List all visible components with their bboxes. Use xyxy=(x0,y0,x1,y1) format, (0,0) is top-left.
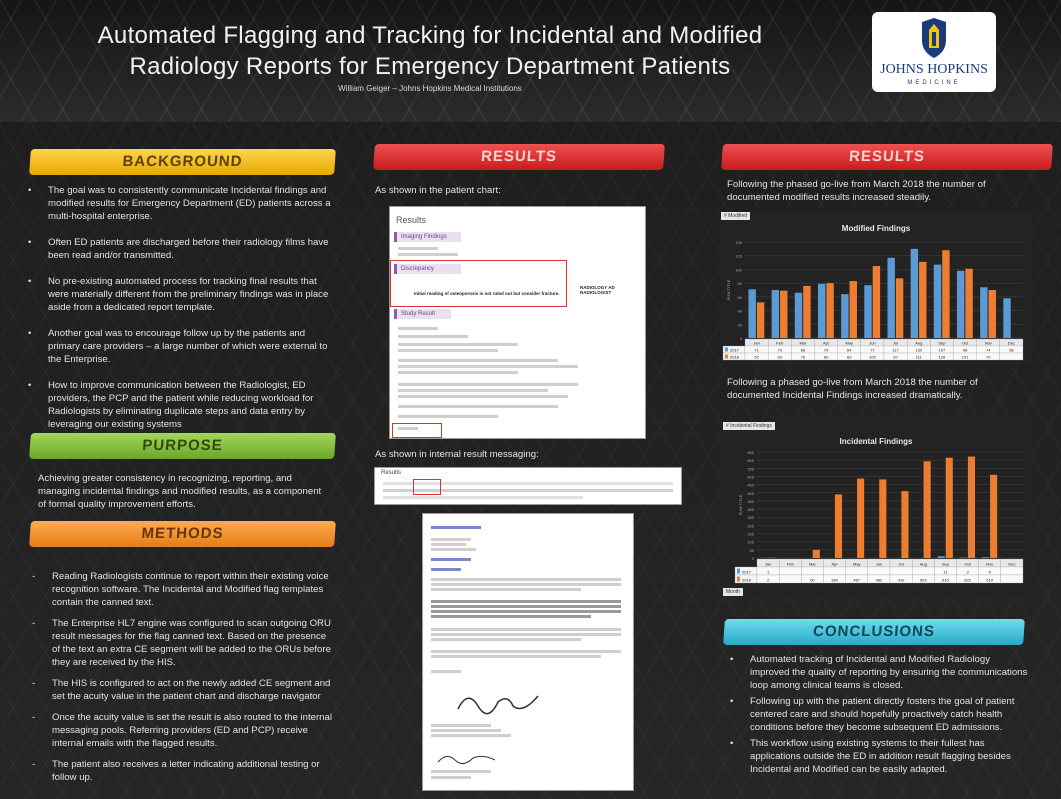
data-label: 79 xyxy=(823,347,829,353)
y-tick-label: 350 xyxy=(747,498,754,504)
bar-2018-Mar xyxy=(803,286,810,338)
purpose-text: Achieving greater consistency in recognizing, reporting, and managing incidental findings and modified results, as a component of formal quality improvement efforts. xyxy=(38,473,322,510)
study-result-section: Study Result xyxy=(394,309,451,319)
x-tick-label: Dec xyxy=(1007,340,1015,346)
y-axis-label: SUM TITLE xyxy=(726,279,731,301)
patient-letter xyxy=(422,513,634,791)
bar-2018-Jul xyxy=(896,278,903,338)
data-label: 128 xyxy=(938,354,946,360)
legend-label: 2018 xyxy=(742,577,751,583)
logo-subtitle: MEDICINE xyxy=(907,80,961,86)
imaging-findings-section: Imaging Findings xyxy=(394,232,461,242)
x-tick-label: Jul xyxy=(898,561,904,567)
x-tick-label: Feb xyxy=(776,340,784,346)
patient-chart-screenshot xyxy=(389,206,646,439)
legend-swatch xyxy=(725,348,728,352)
data-label: 70 xyxy=(986,354,991,360)
data-label: 11 xyxy=(943,569,948,575)
bar-2018-Apr xyxy=(826,283,833,338)
x-tick-label: Sep xyxy=(938,340,946,346)
shield-icon xyxy=(920,18,948,58)
x-tick-label: Aug xyxy=(915,340,923,346)
list-item: • How to improve communication between the Radiologist, ED providers, the PCP and the patient while reducing workload for Radiologists by eliminating duplicate steps and data entry by leveraging our existing systems xyxy=(28,379,338,431)
bar-2018-Nov xyxy=(990,475,997,558)
list-item: - The HIS is configured to act on the newly added CE segment and set the acuity value in the patient chart and discharge navigator xyxy=(32,677,332,703)
bar-2018-Mar xyxy=(813,550,820,558)
y-tick-label: 600 xyxy=(747,458,754,464)
logo-name: JOHNS HOPKINS xyxy=(880,62,988,77)
data-label: 74 xyxy=(986,347,991,353)
legend-swatch xyxy=(737,577,740,582)
x-tick-label: Aug xyxy=(919,561,927,567)
x-tick-label: Feb xyxy=(786,561,794,567)
conclusions-list xyxy=(730,653,1030,779)
results-banner-1: RESULTS xyxy=(373,144,665,170)
incidental-chart-title: Incidental Findings xyxy=(839,437,913,446)
x-tick-label: Jan xyxy=(753,340,760,346)
data-label: 71 xyxy=(754,347,759,353)
x-tick-label: Jun xyxy=(875,561,883,567)
list-item: - The Enterprise HL7 engine was configured to scan outgoing ORU result messages for the flag canned text. Based on the presence of the text an extra CE segment will be added to the ORUs before they are received by the HIS. xyxy=(32,617,332,669)
table-cell xyxy=(801,567,823,575)
list-item: • This workflow using existing systems to their fullest has applications outside the ED in addition result flagging besides Incidental and Modified can be easily adapted. xyxy=(730,737,1030,776)
bar-2018-May xyxy=(857,479,864,558)
x-tick-label: Mar xyxy=(799,340,807,346)
caption-modified: Following the phased go-live from March 2018 the number of documented modified results increased steadily. xyxy=(727,179,986,203)
legend-label: 2017 xyxy=(730,347,739,353)
bar-2018-Nov xyxy=(989,290,996,338)
x-tick-label: Oct xyxy=(964,561,971,567)
list-item: • No pre-existing automated process for tracking final results that were materially different from the preliminary findings was in place aside from a dedicated report template. xyxy=(28,275,338,314)
bar-2017-Jun xyxy=(864,285,871,338)
caption-patient-chart: As shown in the patient chart: xyxy=(375,185,501,196)
bar-2018-Jun xyxy=(879,479,886,558)
data-label: 87 xyxy=(893,354,898,360)
data-label: 410 xyxy=(897,577,905,583)
inbox-title: Results xyxy=(381,470,402,476)
data-label: 52 xyxy=(754,354,759,360)
data-label: 622 xyxy=(964,577,971,583)
list-item: - Once the acuity value is set the result is also routed to the internal messaging pools. Referring providers (ED and PCP) receive internal emails with the flagged results. xyxy=(32,711,332,750)
header xyxy=(0,0,1061,122)
title-line-1: Automated Flagging and Tracking for Incidental and Modified xyxy=(97,22,763,49)
list-item: - The patient also receives a letter indicating additional testing or follow up. xyxy=(32,758,332,784)
table-cell xyxy=(868,567,890,575)
data-label: 105 xyxy=(869,354,876,360)
y-tick-label: 500 xyxy=(747,474,754,480)
x-tick-label: May xyxy=(852,561,861,567)
modified-tab-label: # Modified xyxy=(721,212,750,220)
bar-2018-Jan xyxy=(757,302,764,338)
table-cell xyxy=(846,567,868,575)
results-banner-2: RESULTS xyxy=(721,144,1053,170)
table-cell xyxy=(912,567,934,575)
bar-2017-Nov xyxy=(980,287,987,338)
poster-title xyxy=(40,20,820,82)
x-tick-label: Mar xyxy=(808,561,816,567)
x-tick-label: Sep xyxy=(941,561,949,567)
methods-list xyxy=(32,570,332,792)
data-label: 98 xyxy=(962,347,968,353)
y-tick-label: 100 xyxy=(735,267,742,273)
y-tick-label: 80 xyxy=(737,281,742,287)
table-cell xyxy=(779,575,801,583)
bar-2017-Sep xyxy=(938,556,945,558)
y-tick-label: 0 xyxy=(751,556,754,561)
title-line-2: Radiology Reports for Emergency Department Patients xyxy=(129,53,731,80)
data-label: 5 xyxy=(988,569,991,575)
bar-2017-Feb xyxy=(772,290,779,338)
modified-findings-chart xyxy=(721,212,1031,364)
x-tick-label: Nov xyxy=(984,340,992,346)
list-item: • Following up with the patient directly fosters the goal of patient centered care and should hopefully proactively catch health conditions before they become subsequent ED admissions. xyxy=(730,695,1030,734)
y-tick-label: 650 xyxy=(747,450,754,455)
bar-2018-Oct xyxy=(968,457,975,558)
y-tick-label: 140 xyxy=(735,240,742,245)
x-tick-label: Nov xyxy=(986,561,994,567)
modified-bars-svg xyxy=(721,212,1031,364)
data-label: 66 xyxy=(800,347,806,353)
bar-2018-Sep xyxy=(946,458,953,558)
data-label: 510 xyxy=(986,577,994,583)
data-label: 3 xyxy=(966,569,969,575)
data-label: 487 xyxy=(853,577,861,583)
bar-2018-Apr xyxy=(835,494,842,558)
y-tick-label: 60 xyxy=(737,294,742,300)
y-tick-label: 120 xyxy=(735,253,742,259)
conclusions-banner: CONCLUSIONS xyxy=(723,619,1025,645)
x-tick-label: Jun xyxy=(869,340,876,346)
list-item: • Another goal was to encourage follow up by the patients and primary care providers – a large number of which were external to the Enterprise. xyxy=(28,327,338,366)
table-cell xyxy=(824,567,846,575)
y-tick-label: 400 xyxy=(747,490,754,496)
co-signature xyxy=(435,750,505,766)
x-tick-label: Apr xyxy=(831,561,838,567)
data-label: 107 xyxy=(938,347,946,353)
bar-2018-Aug xyxy=(924,461,931,558)
x-tick-label: Dec xyxy=(1008,561,1016,567)
y-tick-label: 300 xyxy=(747,507,754,513)
data-label: 111 xyxy=(915,354,922,360)
background-banner: BACKGROUND xyxy=(29,149,336,175)
bar-2017-Dec xyxy=(1003,298,1010,338)
caption-incidental: Following a phased go-live from March 2018 the number of documented Incidental Findings increased dramatically. xyxy=(727,377,978,401)
legend-swatch xyxy=(737,569,740,574)
table-cell xyxy=(1001,567,1023,575)
legend-swatch xyxy=(725,355,728,359)
bar-2017-Jan xyxy=(748,289,755,338)
bar-2017-Mar xyxy=(795,293,802,338)
list-item: • The goal was to consistently communicate Incidental findings and modified results for Emergency Department (ED) patients across a multi-hospital enterprise. xyxy=(28,184,338,223)
inbox-flag-highlight xyxy=(413,479,441,495)
bar-2018-Jun xyxy=(873,266,880,338)
johns-hopkins-logo xyxy=(872,12,996,92)
background-list xyxy=(28,184,338,444)
purpose-banner: PURPOSE xyxy=(29,433,336,459)
incidental-tab-label: # Incidental Findings xyxy=(723,422,775,430)
data-label: 69 xyxy=(777,354,782,360)
data-label: 80 xyxy=(823,354,829,360)
inbox-screenshot xyxy=(374,467,682,505)
flag-highlight xyxy=(392,423,442,438)
bar-2017-Apr xyxy=(818,284,825,338)
month-field-label: Month xyxy=(723,588,743,596)
bar-2017-May xyxy=(841,294,848,338)
data-label: 2 xyxy=(766,577,770,583)
bar-2018-Jul xyxy=(901,491,908,558)
table-cell xyxy=(1000,353,1023,360)
bar-2018-May xyxy=(850,281,857,338)
data-label: 101 xyxy=(961,354,969,360)
bar-2017-Nov xyxy=(982,557,989,558)
y-tick-label: 550 xyxy=(747,466,754,472)
bar-2018-Feb xyxy=(780,291,787,338)
y-tick-label: 0 xyxy=(739,336,742,341)
signature xyxy=(453,684,543,720)
discrepancy-text: Initial reading of osteoporosis is not ruled out but consider fracture. xyxy=(414,291,560,296)
modified-chart-title: Modified Findings xyxy=(841,224,911,233)
bar-2018-Oct xyxy=(965,269,972,338)
table-cell xyxy=(890,567,912,575)
author-line: William Geiger – Johns Hopkins Medical Institutions xyxy=(338,84,522,93)
radiology-label: RADIOLOGY AD RADIOLOGIST xyxy=(580,285,615,295)
bar-2017-Oct xyxy=(957,271,964,338)
bar-2018-Sep xyxy=(942,250,949,338)
y-axis-label: SUM TITLE xyxy=(738,494,743,516)
data-label: 76 xyxy=(800,354,806,360)
x-tick-label: Jul xyxy=(893,340,899,346)
legend-label: 2017 xyxy=(742,569,751,575)
data-label: 83 xyxy=(847,354,852,360)
bar-2017-Aug xyxy=(911,249,918,338)
bar-2017-Jul xyxy=(887,258,894,338)
y-tick-label: 40 xyxy=(737,308,742,314)
bar-2018-Aug xyxy=(919,262,926,338)
data-label: 117 xyxy=(892,347,899,353)
discrepancy-highlight xyxy=(390,260,567,307)
data-label: 58 xyxy=(1009,347,1014,353)
methods-banner: METHODS xyxy=(29,521,336,547)
data-label: 482 xyxy=(875,577,883,583)
list-item: - Reading Radiologists continue to report within their existing voice recognition software. The Incidental and Modified flag templates contain the canned text. xyxy=(32,570,332,609)
data-label: 77 xyxy=(870,347,875,353)
bar-2017-Sep xyxy=(934,265,941,338)
x-tick-label: Jan xyxy=(764,561,772,567)
x-tick-label: Apr xyxy=(822,340,830,346)
x-tick-label: May xyxy=(845,340,854,346)
chart-results-title: Results xyxy=(396,215,427,225)
x-tick-label: Oct xyxy=(961,340,969,346)
table-cell xyxy=(779,567,801,575)
data-label: 1 xyxy=(766,569,770,575)
y-tick-label: 250 xyxy=(747,515,754,521)
incidental-findings-chart xyxy=(721,420,1031,598)
data-label: 615 xyxy=(942,577,949,583)
data-label: 70 xyxy=(777,347,782,353)
y-tick-label: 200 xyxy=(747,523,754,529)
data-label: 130 xyxy=(915,347,923,353)
y-tick-label: 150 xyxy=(747,531,754,537)
list-item: • Often ED patients are discharged before their radiology films have been read and/or transmitted. xyxy=(28,236,338,262)
y-tick-label: 100 xyxy=(747,539,754,545)
data-label: 593 xyxy=(919,577,927,583)
y-tick-label: 450 xyxy=(747,482,754,488)
caption-internal-messaging: As shown in internal result messaging: xyxy=(375,449,539,460)
table-cell xyxy=(1001,575,1023,583)
y-tick-label: 50 xyxy=(749,547,754,553)
list-item: • Automated tracking of Incidental and Modified Radiology improved the quality of reporting by ensuring the communications loop among clinical teams is closed. xyxy=(730,653,1030,692)
incidental-bars-svg xyxy=(721,420,1031,598)
data-label: 50 xyxy=(810,577,815,583)
legend-label: 2018 xyxy=(730,354,739,360)
data-label: 64 xyxy=(847,347,852,353)
y-tick-label: 20 xyxy=(737,322,742,328)
discrepancy-section: Discrepancy xyxy=(394,264,461,274)
data-label: 390 xyxy=(831,577,838,583)
